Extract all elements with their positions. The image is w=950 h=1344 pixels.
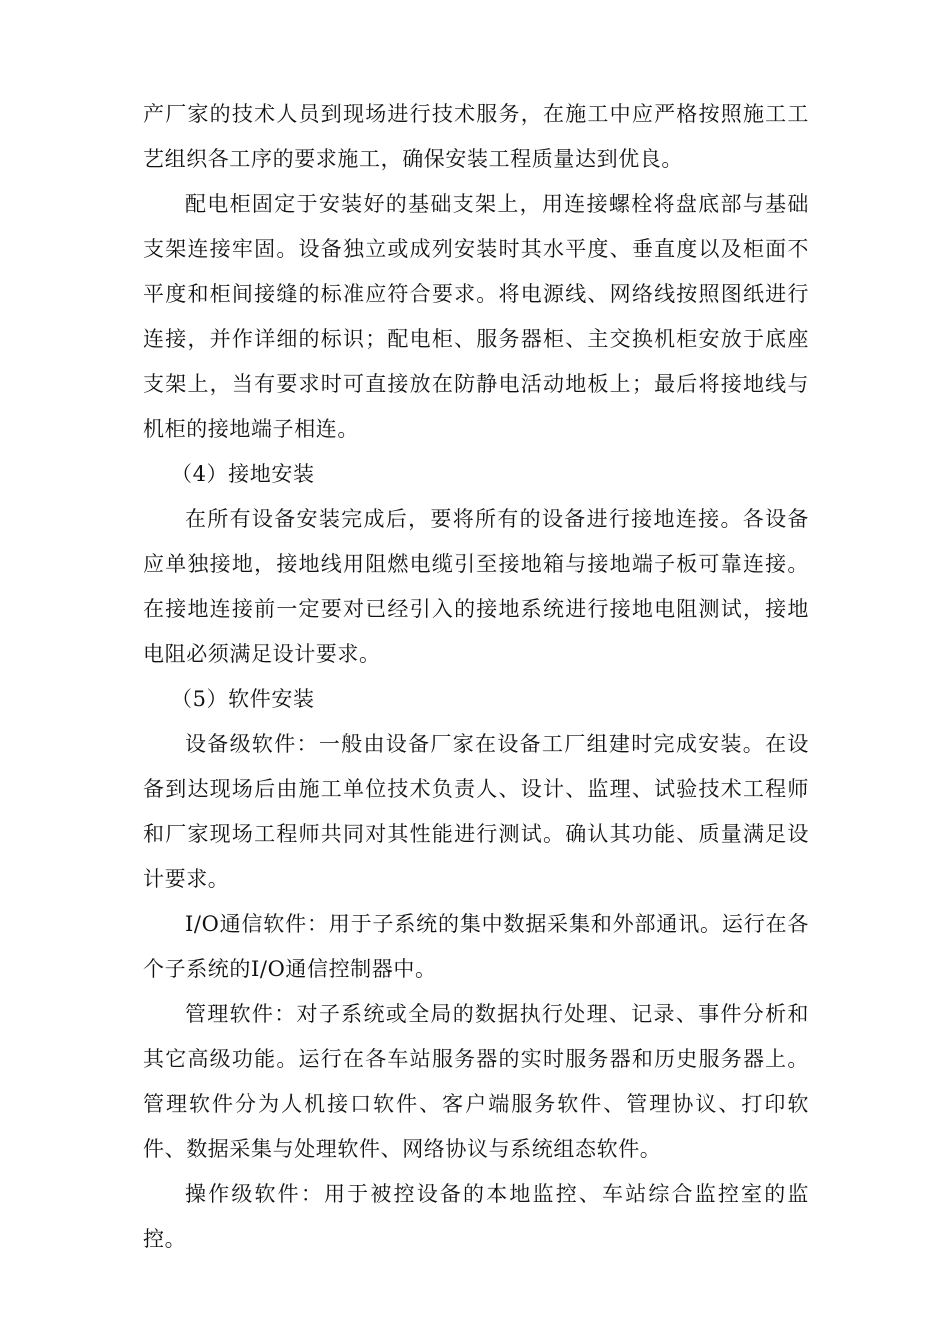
section-heading-grounding: （4）接地安装	[171, 462, 315, 486]
section-heading-software: （5）软件安装	[171, 687, 315, 711]
paragraph-io-software: I/O通信软件：用于子系统的集中数据采集和外部通讯。运行在各个子系统的I/O通信控制器中。	[143, 912, 809, 981]
paragraph-grounding: 在所有设备安装完成后，要将所有的设备进行接地连接。各设备应单独接地，接地线用阻燃电缆引至接地箱与接地端子板可靠连接。在接地连接前一定要对已经引入的接地系统进行接地电阻测试，接地电阻必须满足设计要求。	[143, 507, 809, 666]
document-page	[143, 92, 809, 1262]
paragraph-management-software: 管理软件：对子系统或全局的数据执行处理、记录、事件分析和其它高级功能。运行在各车站服务器的实时服务器和历史服务器上。管理软件分为人机接口软件、客户端服务软件、管理协议、打印软件、数据采集与处理软件、网络协议与系统组态软件。	[143, 1002, 809, 1161]
paragraph-cabinet-installation: 配电柜固定于安装好的基础支架上，用连接螺栓将盘底部与基础支架连接牢固。设备独立或成列安装时其水平度、垂直度以及柜面不平度和柜间接缝的标准应符合要求。将电源线、网络线按照图纸进行连接，并作详细的标识；配电柜、服务器柜、主交换机柜安放于底座支架上，当有要求时可直接放在防静电活动地板上；最后将接地线与机柜的接地端子相连。	[143, 192, 809, 441]
paragraph-operation-software: 操作级软件：用于被控设备的本地监控、车站综合监控室的监控。	[143, 1182, 809, 1251]
paragraph-device-software: 设备级软件：一般由设备厂家在设备工厂组建时完成安装。在设备到达现场后由施工单位技术负责人、设计、监理、试验技术工程师和厂家现场工程师共同对其性能进行测试。确认其功能、质量满足设计要求。	[143, 732, 809, 891]
paragraph-continuation: 产厂家的技术人员到现场进行技术服务，在施工中应严格按照施工工艺组织各工序的要求施工，确保安装工程质量达到优良。	[143, 102, 809, 171]
